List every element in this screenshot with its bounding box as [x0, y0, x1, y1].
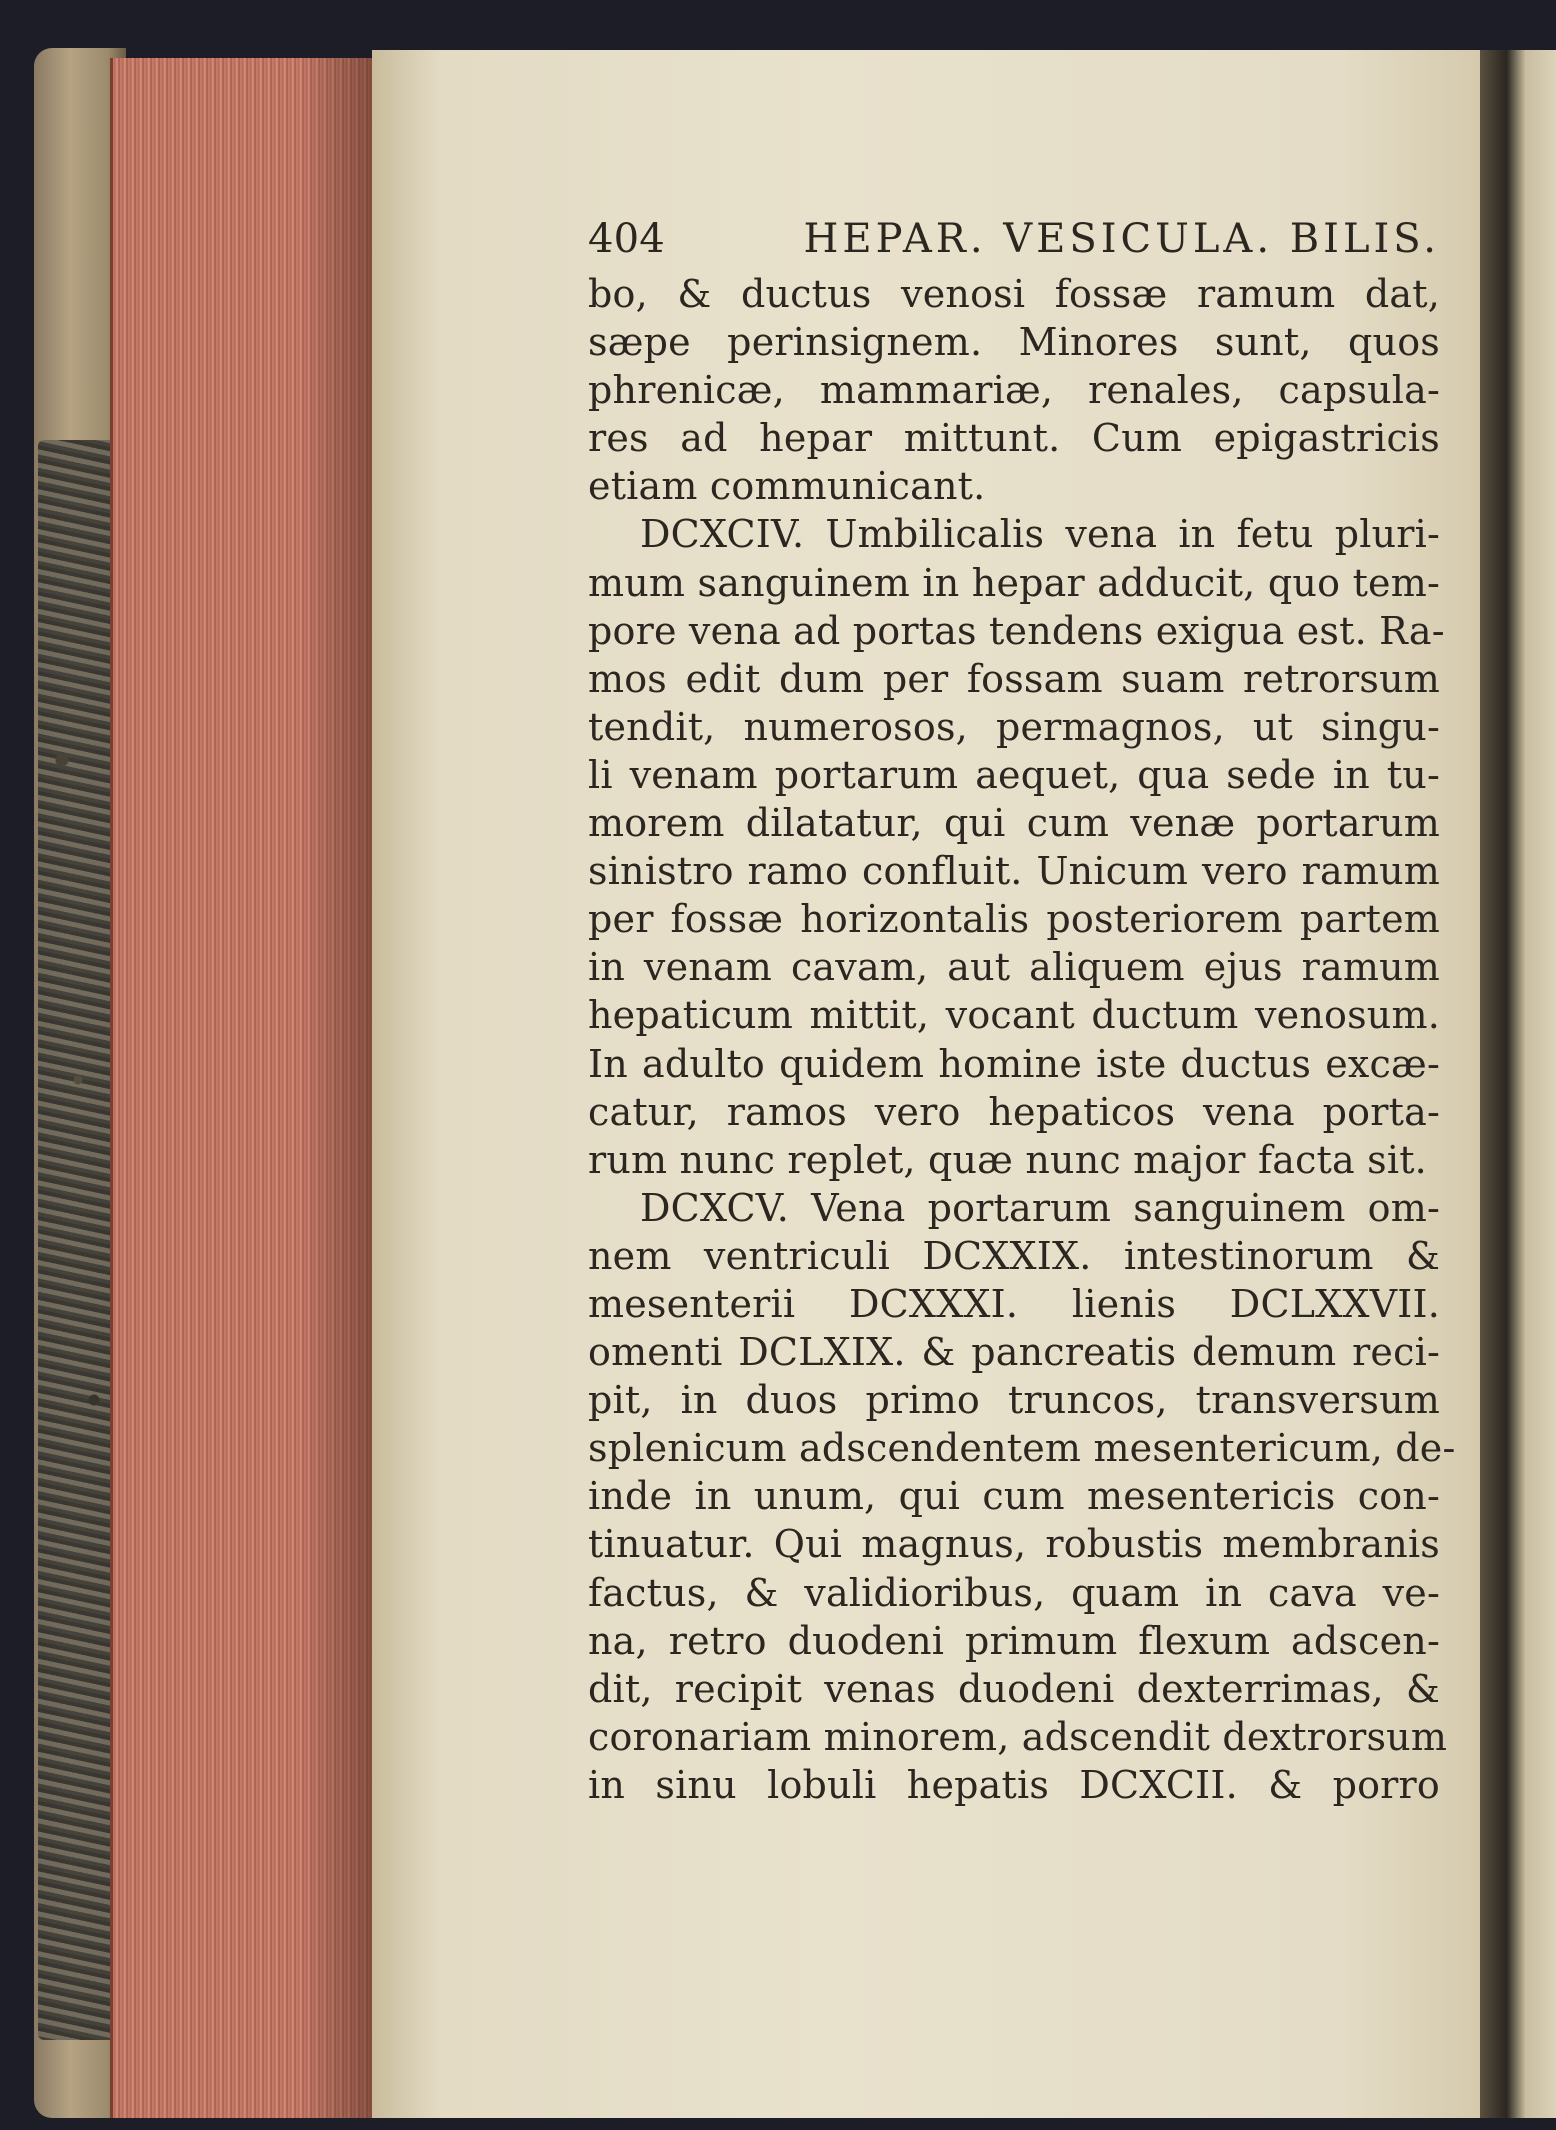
- text-line: splenicum adscendentem mesentericum, de-: [588, 1426, 1456, 1471]
- page-gutter: [1480, 50, 1556, 2118]
- page-number: 404: [588, 216, 665, 262]
- running-head: [588, 212, 1440, 266]
- page-edge-shadow: [300, 58, 372, 2118]
- text-line: in venam cavam, aut aliquem ejus ramum: [588, 945, 1440, 990]
- text-line: tendit, numerosos, permagnos, ut singu-: [588, 704, 1440, 749]
- text-line: factus, & validioribus, quam in cava ve-: [588, 1570, 1440, 1615]
- text-line: In adulto quidem homine iste ductus excæ-: [588, 1041, 1440, 1086]
- text-line: DCXCIV. Umbilicalis vena in fetu pluri-: [640, 512, 1440, 557]
- text-line: DCXCV. Vena portarum sanguinem om-: [640, 1185, 1440, 1230]
- text-line: per fossæ horizontalis posteriorem partem: [588, 897, 1440, 942]
- text-line: tinuatur. Qui magnus, robustis membranis: [588, 1522, 1440, 1567]
- text-lines: [588, 270, 1456, 1809]
- text-line: etiam communicant.: [588, 464, 986, 509]
- text-line: catur, ramos vero hepaticos vena porta-: [588, 1089, 1440, 1134]
- page-text: [588, 212, 1456, 1809]
- text-line: inde in unum, qui cum mesentericis con-: [588, 1474, 1440, 1519]
- text-line: omenti DCLXIX. & pancreatis demum reci-: [588, 1330, 1440, 1375]
- text-line: sinistro ramo confluit. Unicum vero ramum: [588, 849, 1440, 894]
- text-line: pit, in duos primo truncos, transversum: [588, 1378, 1440, 1423]
- text-line: na, retro duodeni primum flexum adscen-: [588, 1618, 1440, 1663]
- text-line: bo, & ductus venosi fossæ ramum dat,: [588, 272, 1440, 316]
- text-line: mum sanguinem in hepar adducit, quo tem-: [588, 560, 1440, 605]
- text-line: pore vena ad portas tendens exigua est. Ra-: [588, 608, 1445, 653]
- text-line: rum nunc replet, quæ nunc major facta sit.: [588, 1137, 1427, 1182]
- marbled-cover: [38, 440, 118, 2040]
- text-line: res ad hepar mittunt. Cum epigastricis: [588, 416, 1440, 461]
- text-line: in sinu lobuli hepatis DCXCII. & porro: [588, 1762, 1440, 1807]
- text-line: mos edit dum per fossam suam retrorsum: [588, 656, 1440, 701]
- text-line: li venam portarum aequet, qua sede in tu-: [588, 752, 1440, 797]
- text-line: coronariam minorem, adscendit dextrorsum: [588, 1714, 1448, 1759]
- text-line: phrenicæ, mammariæ, renales, capsula-: [588, 368, 1440, 413]
- text-line: morem dilatatur, qui cum venæ portarum: [588, 801, 1440, 846]
- text-line: hepaticum mittit, vocant ductum venosum.: [588, 993, 1440, 1038]
- text-line: nem ventriculi DCXXIX. intestinorum &: [588, 1233, 1440, 1278]
- text-line: dit, recipit venas duodeni dexterrimas, &: [588, 1666, 1440, 1711]
- running-title: HEPAR. VESICULA. BILIS.: [803, 216, 1440, 262]
- text-line: mesenterii DCXXXI. lienis DCLXXVII.: [588, 1281, 1440, 1326]
- text-line: sæpe perinsignem. Minores sunt, quos: [588, 320, 1440, 365]
